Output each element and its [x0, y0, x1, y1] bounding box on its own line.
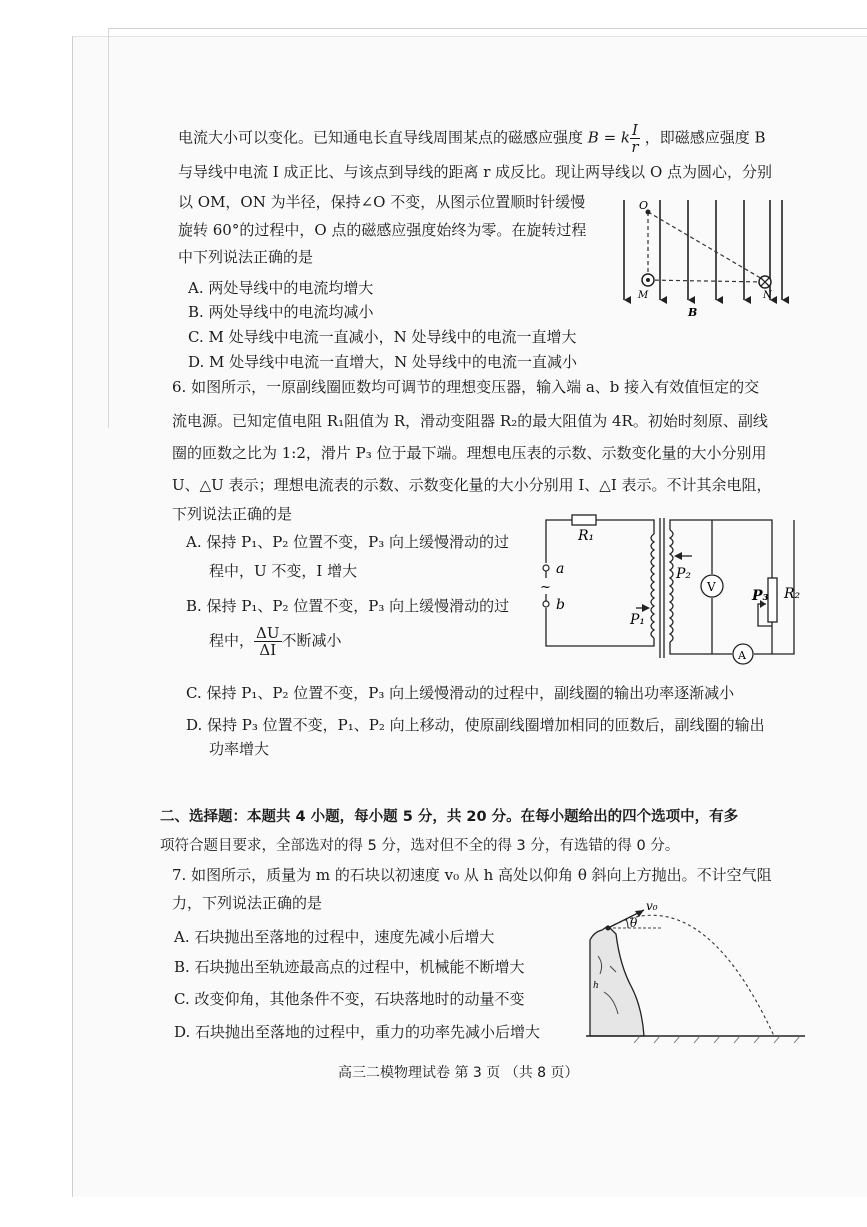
formula-numerator: I [632, 121, 638, 139]
q5-line2: 与导线中电流 I 成正比、与该点到导线的距离 r 成反比。现让两导线以 O 点为圆心，分别 [178, 163, 773, 181]
q7-option-c: C. 改变仰角，其他条件不变，石块落地时的动量不变 [174, 990, 525, 1008]
label-theta: θ [630, 916, 638, 930]
label-b: B [688, 306, 698, 319]
ground-hatch [634, 1036, 800, 1043]
wire-secondary-bottom [670, 642, 732, 654]
terminal-a [543, 565, 549, 571]
wire-n-icon [759, 276, 771, 288]
q7-line1: 7. 如图所示，质量为 m 的石块以初速度 v₀ 从 h 高处以仰角 θ 斜向上方抛出。不计空气阻 [172, 866, 772, 884]
q5-line5: 中下列说法正确的是 [178, 248, 314, 266]
q5-line1-text: 电流大小可以变化。已知通电长直导线周围某点的磁感应强度 [178, 128, 584, 147]
radius-lines [648, 212, 764, 282]
q6-option-c: C. 保持 P₁、P₂ 位置不变，P₃ 向上缓慢滑动的过程中，副线圈的输出功率逐渐减小 [186, 684, 735, 702]
formula-denominator: r [631, 138, 639, 156]
section-2-line1: 二、选择题：本题共 4 小题，每小题 5 分，共 20 分。在每小题给出的四个选项中，有多 [160, 809, 739, 825]
q5-option-c: C. M 处导线中电流一直减小，N 处导线中的电流一直增大 [188, 328, 577, 346]
q6-line2: 流电源。已知定值电阻 R₁阻值为 R，滑动变阻器 R₂的最大阻值为 4R。初始时刻原、副线 [172, 412, 768, 430]
q5-option-a: A. 两处导线中的电流均增大 [188, 279, 374, 297]
label-n: N [763, 290, 772, 301]
q5-magnetic-field-figure [612, 192, 808, 322]
q7-option-d: D. 石块抛出至落地的过程中，重力的功率先减小后增大 [174, 1023, 541, 1041]
delta-fraction [254, 625, 281, 658]
resistor-r2 [768, 578, 777, 622]
slider-p2-arrow [674, 552, 682, 560]
page-edge [108, 28, 867, 29]
q5-line1 [178, 122, 766, 155]
ac-source-symbol: ~ [540, 580, 551, 595]
label-r2: R₂ [784, 586, 801, 602]
page-footer: 高三二模物理试卷 第 3 页 （共 8 页） [338, 1065, 579, 1081]
wire-m-icon [642, 274, 654, 286]
label-p3: P₃ [752, 588, 769, 604]
q6-option-b-line1: B. 保持 P₁、P₂ 位置不变，P₃ 向上缓慢滑动的过 [186, 597, 510, 615]
label-p1: P₁ [630, 612, 646, 628]
q7-projectile-figure [580, 896, 810, 1046]
terminal-b [543, 601, 549, 607]
q6-line4: U、△U 表示；理想电流表的示数、示数变化量的大小分别用 I、△I 表示。不计其余电阻， [172, 476, 772, 494]
label-b-terminal: b [556, 597, 565, 613]
q6-option-d-line1: D. 保持 P₃ 位置不变，P₁、P₂ 向上移动，使原副线圈增加相同的匝数后，副线圈的输出 [186, 716, 765, 734]
resistor-r1 [572, 515, 596, 525]
q6-option-a-line1: A. 保持 P₁、P₂ 位置不变，P₃ 向上缓慢滑动的过 [186, 533, 509, 551]
q6-transformer-circuit [532, 508, 814, 668]
stone-icon [606, 926, 611, 931]
q6-option-d-line2: 功率增大 [209, 740, 270, 758]
q7-line2: 力，下列说法正确的是 [172, 894, 323, 912]
q6-line1: 6. 如图所示，一原副线圈匝数均可调节的理想变压器，输入端 a、b 接入有效值恒定的交 [172, 378, 760, 396]
q7-option-b: B. 石块抛出至轨迹最高点的过程中，机械能不断增大 [174, 958, 525, 976]
formula-fraction [630, 122, 640, 155]
primary-coil [651, 534, 654, 638]
wire-primary-top-right [596, 520, 654, 534]
q6-option-a-line2: 程中，U 不变，I 增大 [209, 562, 358, 580]
label-o: O [639, 199, 649, 212]
q5-option-b: B. 两处导线中的电流均减小 [188, 303, 374, 321]
page-edge-left [108, 28, 109, 428]
formula-lhs: B = k [587, 128, 631, 147]
label-r1: R₁ [578, 528, 595, 544]
delta-u: ΔU [256, 624, 280, 642]
ammeter-label: A [738, 649, 746, 662]
q7-option-a: A. 石块抛出至落地的过程中，速度先减小后增大 [174, 928, 495, 946]
secondary-coil [670, 530, 673, 642]
label-h: h [593, 981, 599, 991]
section-2-line2: 项符合题目要求，全部选对的得 5 分，选对但不全的得 3 分，有选错的得 0 分。 [160, 838, 680, 854]
q6-line3: 圈的匝数之比为 1:2，滑片 P₃ 位于最下端。理想电压表的示数、示数变化量的大小分别用 [172, 444, 767, 462]
q6-line5: 下列说法正确的是 [172, 505, 293, 523]
q5-line1-tail: ，即磁感应强度 B [644, 128, 766, 147]
label-v0: v₀ [646, 899, 658, 913]
label-a: a [556, 561, 565, 577]
angle-arc [626, 919, 628, 928]
q6-option-b-prefix: 程中， [209, 631, 255, 650]
wire-primary-top-left [546, 520, 572, 563]
q5-line4: 旋转 60°的过程中，O 点的磁感应强度始终为零。在旋转过程 [178, 221, 587, 239]
label-p2: P₂ [676, 566, 692, 582]
label-m: M [638, 290, 649, 301]
q6-option-b-suffix: 不断减小 [281, 631, 342, 650]
q6-option-b-line2 [209, 625, 342, 658]
q5-option-d: D. M 处导线中电流一直增大，N 处导线中的电流一直减小 [188, 353, 578, 371]
delta-i: ΔI [259, 641, 277, 659]
q5-line3: 以 OM，ON 为半径，保持∠O 不变，从图示位置顺时针缓慢 [178, 193, 586, 211]
voltmeter-label: V [707, 580, 716, 594]
